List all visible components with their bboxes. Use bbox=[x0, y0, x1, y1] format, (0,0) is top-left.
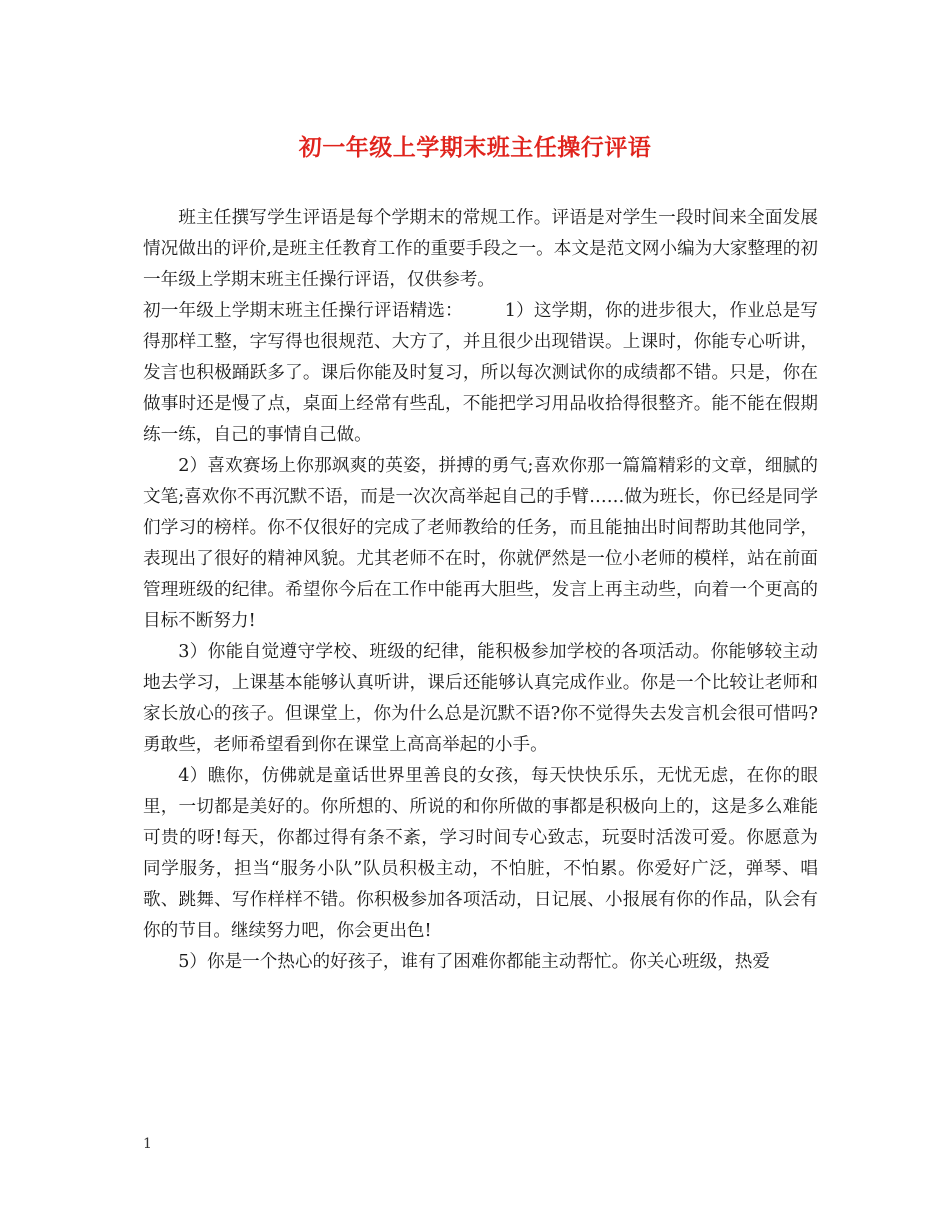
document-title: 初一年级上学期末班主任操行评语 bbox=[298, 134, 652, 161]
comment-paragraph-1 bbox=[143, 296, 818, 451]
comment-paragraph-4: 4）瞧你，仿佛就是童话世界里善良的女孩，每天快快乐乐，无忧无虑，在你的眼里，一切都是美好的。你所想的、所说的和你所做的事都是积极向上的，这是多么难能可贵的呀!每天，你都过得有条不紊，学习时间专心致志，玩耍时活泼可爱。你愿意为同学服务，担当“服务小队”队员积极主动，不怕脏，不怕累。你爱好广泛，弹琴、唱歌、跳舞、写作样样不错。你积极参加各项活动，日记展、小报展有你的作品，队会有你的节目。继续努力吧，你会更出色! bbox=[143, 766, 818, 941]
comment-paragraph-3: 3）你能自觉遵守学校、班级的纪律，能积极参加学校的各项活动。你能够较主动地去学习，上课基本能够认真听讲，课后还能够认真完成作业。你是一个比较让老师和家长放心的孩子。但课堂上，你为什么总是沉默不语?你不觉得失去发言机会很可惜吗?勇敢些，老师希望看到你在课堂上高高举起的小手。 bbox=[143, 642, 818, 755]
comment-paragraph-2: 2）喜欢赛场上你那飒爽的英姿，拼搏的勇气;喜欢你那一篇篇精彩的文章，细腻的文笔;喜欢你不再沉默不语，而是一次次高举起自己的手臂……做为班长，你已经是同学们学习的榜样。你不仅很好的完成了老师教给的任务，而且能抽出时间帮助其他同学，表现出了很好的精神风貌。尤其老师不在时，你就俨然是一位小老师的模样，站在前面管理班级的纪律。希望你今后在工作中能再大胆些，发言上再主动些，向着一个更高的目标不断努力! bbox=[143, 456, 818, 631]
document-body bbox=[143, 203, 818, 978]
section-heading: 初一年级上学期末班主任操行评语精选： bbox=[143, 301, 463, 321]
intro-paragraph: 班主任撰写学生评语是每个学期末的常规工作。评语是对学生一段时间来全面发展情况做出的评价,是班主任教育工作的重要手段之一。本文是范文网小编为大家整理的初一年级上学期末班主任操行评语，仅供参考。 bbox=[143, 208, 818, 290]
comment-paragraph-5: 5）你是一个热心的好孩子，谁有了困难你都能主动帮忙。你关心班级，热爱 bbox=[178, 952, 770, 972]
comment-text-1: 1）这学期，你的进步很大，作业总是写得那样工整，字写得也很规范、大方了，并且很少出现错误。上课时，你能专心听讲，发言也积极踊跃多了。课后你能及时复习，所以每次测试你的成绩都不错。只是，你在做事时还是慢了点，桌面上经常有些乱，不能把学习用品收拾得很整齐。能不能在假期练一练，自己的事情自己做。 bbox=[143, 301, 818, 445]
page-number: 1 bbox=[143, 1136, 152, 1152]
